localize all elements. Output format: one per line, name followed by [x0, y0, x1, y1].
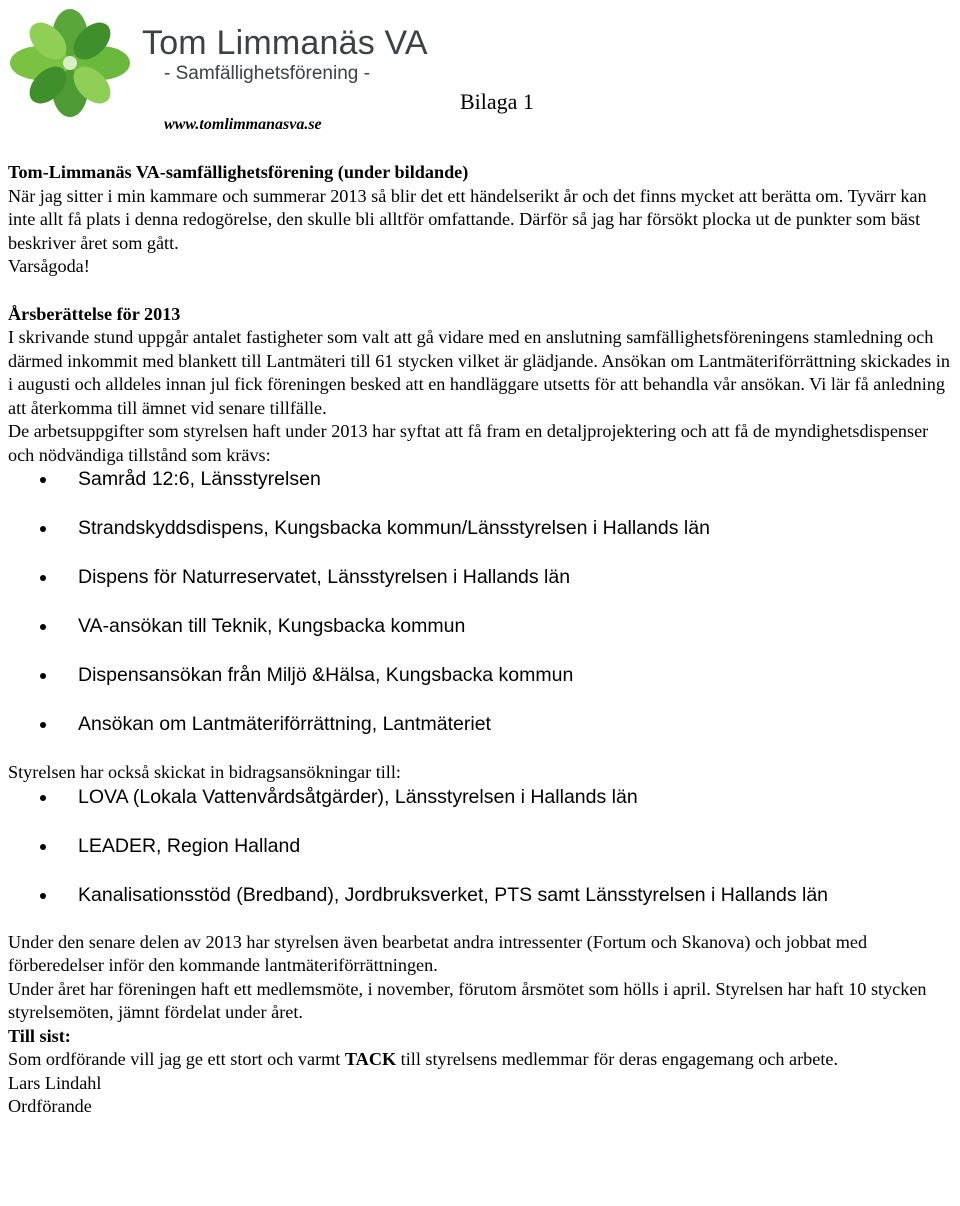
signer-role: Ordförande	[8, 1096, 92, 1116]
spacer	[8, 279, 954, 303]
permit-list	[8, 467, 954, 736]
list-item: LOVA (Lokala Vattenvårdsåtgärder), Länsstyrelsen i Hallands län	[8, 785, 954, 809]
closing-heading: Till sist:	[8, 1025, 71, 1046]
list-item: Strandskyddsdispens, Kungsbacka kommun/Länsstyrelsen i Hallands län	[8, 516, 954, 540]
intro-paragraph: När jag sitter i min kammare och summerar 2013 så blir det ett händelserikt år och det finns mycket att berätta om. Tyvärr kan inte allt få plats i denna redogörelse, den skulle bli alltför omfattande. Därför så jag har försökt plocka ut de punkter som bäst beskriver året som gått.	[8, 185, 927, 253]
signer-name: Lars Lindahl	[8, 1072, 102, 1093]
list-item: Kanalisationsstöd (Bredband), Jordbruksverket, PTS samt Länsstyrelsen i Hallands län	[8, 883, 954, 907]
list-item: Samråd 12:6, Länsstyrelsen	[8, 467, 954, 491]
report-paragraph-2: De arbetsuppgifter som styrelsen haft under 2013 har syftat att få fram en detaljprojektering och att få de myndighetsdispenser och nödvändiga tillstånd som krävs:	[8, 421, 929, 465]
list-item: LEADER, Region Halland	[8, 834, 954, 858]
website-link[interactable]: www.tomlimmanasva.se	[164, 116, 322, 133]
report-paragraph-3: Under den senare delen av 2013 har styrelsen även bearbetat andra intressenter (Fortum och Skanova) och jobbat med förberedelser inför den kommande lantmäteriförrättningen.	[8, 931, 868, 975]
bullet-icon	[40, 624, 46, 630]
clover-logo	[6, 8, 134, 118]
closing-paragraph: Som ordförande vill jag ge ett stort och varmt TACK till styrelsens medlemmar för deras engagemang och arbete.	[8, 1049, 838, 1069]
bullet-icon	[40, 844, 46, 850]
list-item: VA-ansökan till Teknik, Kungsbacka kommun	[8, 614, 954, 638]
report-paragraph-1: I skrivande stund uppgår antalet fastigheter som valt att gå vidare med en anslutning samfällighetsföreningens stamledning och därmed inkommit med blankett till Lantmäteri till 61 stycken vilket är glädjande. Ansökan om Lantmäteriförrättning skickades in i augusti och alldeles innan jul fick föreningen besked att en handläggare utsetts för att behandla vår ansökan. Vi lär få anledning att återkomma till ämnet vid senare tillfälle.	[8, 327, 950, 418]
organization-subtitle: - Samfällighetsförening -	[164, 63, 370, 84]
bullet-icon	[40, 526, 46, 532]
bullet-icon	[40, 575, 46, 581]
intro-heading: Tom-Limmanäs VA-samfällighetsförening (under bildande)	[8, 162, 469, 182]
list-item: Dispens för Naturreservatet, Länsstyrelsen i Hallands län	[8, 565, 954, 589]
list-item: Ansökan om Lantmäteriförrättning, Lantmäteriet	[8, 712, 954, 736]
grant-list	[8, 785, 954, 907]
attachment-label: Bilaga 1	[460, 89, 534, 114]
grants-intro: Styrelsen har också skickat in bidragsansökningar till:	[8, 762, 401, 782]
bullet-icon	[40, 795, 46, 801]
report-paragraph-4: Under året har föreningen haft ett medlemsmöte, i november, förutom årsmötet som hölls i april. Styrelsen har haft 10 stycken styrelsemöten, jämnt fördelat under året.	[8, 978, 927, 1022]
organization-name: Tom Limmanäs VA	[142, 24, 428, 62]
bullet-icon	[40, 893, 46, 899]
bullet-icon	[40, 673, 46, 679]
thanks-emphasis: TACK	[344, 1049, 397, 1069]
list-item: Dispensansökan från Miljö &Hälsa, Kungsbacka kommun	[8, 663, 954, 687]
intro-greeting: Varsågoda!	[8, 256, 90, 276]
bullet-icon	[40, 477, 46, 483]
report-heading: Årsberättelse för 2013	[8, 303, 181, 324]
bullet-icon	[40, 722, 46, 728]
document-body	[8, 161, 954, 1119]
